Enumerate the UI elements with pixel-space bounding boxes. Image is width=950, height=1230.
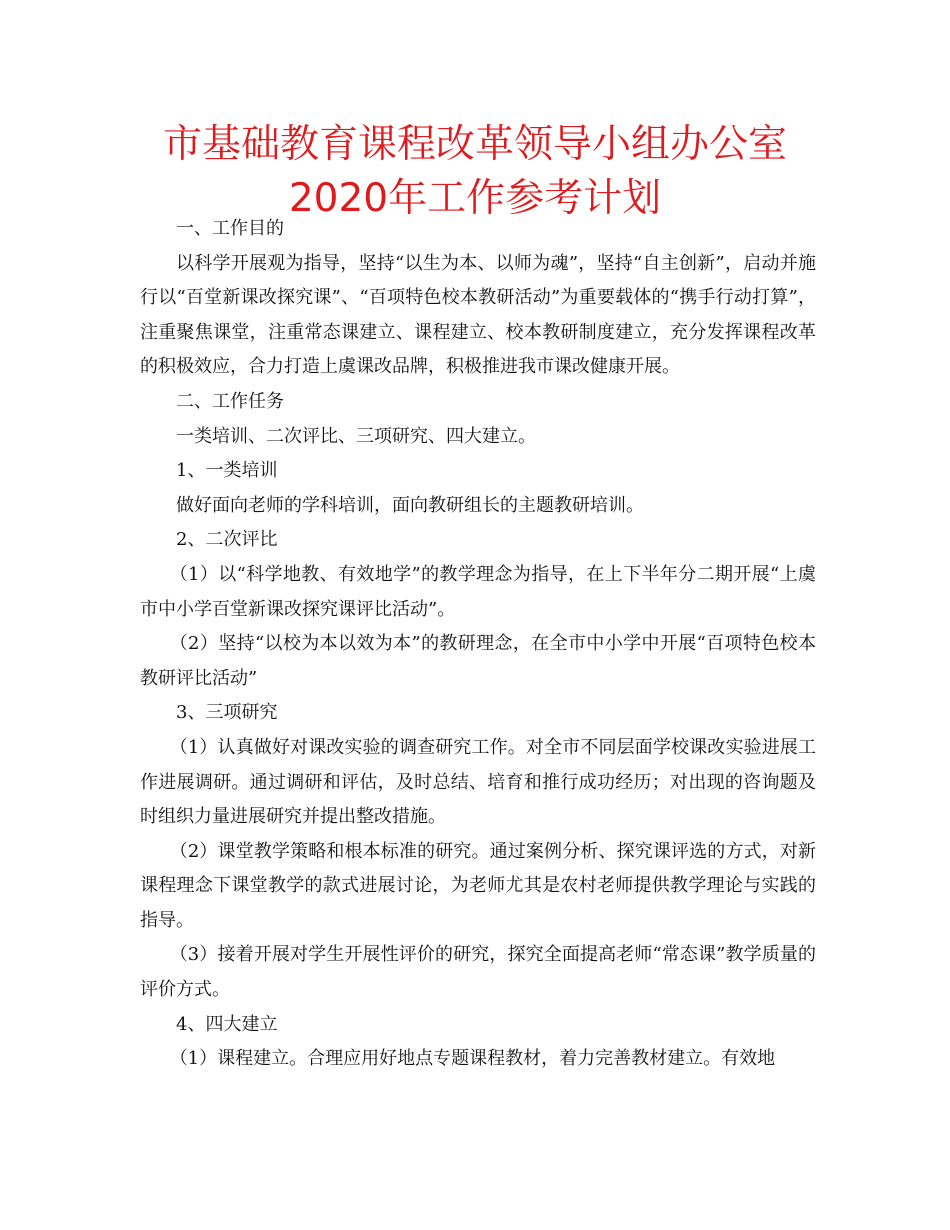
subheading-research: 3、三项研究 (176, 702, 278, 724)
paragraph-construction-1: （1）课程建立。合理应用好地点专题课程教材，着力完善教材建立。有效地 (169, 1048, 776, 1070)
paragraph-evaluation-2: （2）坚持“以校为本以效为本”的教研理念，在全市中小学中开展“百项特色校本教研评比活动” (140, 633, 816, 689)
subheading-training: 1、一类培训 (176, 460, 278, 482)
subheading-evaluation: 2、二次评比 (176, 529, 278, 551)
paragraph-research-3: （3）接着开展对学生开展性评价的研究，探究全面提高老师“常态课”教学质量的评价方式。 (140, 944, 816, 1001)
section-heading-goal: 一、工作目的 (176, 218, 284, 239)
document-body (140, 212, 816, 1077)
paragraph-research-2: （2）课堂教学策略和根本标准的研究。通过案例分析、探究课评选的方式，对新课程理念下课堂教学的款式进展讨论，为老师尤其是农村老师提供教学理论与实践的指导。 (140, 840, 816, 931)
subheading-construction: 4、四大建立 (176, 1013, 278, 1035)
paragraph-goal: 以科学开展观为指导，坚持“以生为本、以师为魂”，坚持“自主创新”，启动并施行以“百堂新课改探究课”、“百项特色校本教研活动”为重要载体的“携手行动打算”，注重聚焦课堂，注重常态课建立、课程建立、校本教研制度建立，充分发挥课程改革的积极效应，合力打造上虞课改品牌，积极推进我市课改健康开展。 (140, 252, 816, 378)
paragraph-research-1: （1）认真做好对课改实验的调查研究工作。对全市不同层面学校课改实验进展工作进展调研。通过调研和评估，及时总结、培育和推行成功经历；对出现的咨询题及时组织力量进展研究并提出整改措施。 (140, 736, 816, 828)
section-heading-tasks: 二、工作任务 (176, 390, 284, 412)
paragraph-evaluation-1: （1）以“科学地教、有效地学”的教学理念为指导，在上下半年分二期开展“上虞市中小学百堂新课改探究课评比活动”。 (140, 563, 816, 620)
paragraph-training: 做好面向老师的学科培训，面向教研组长的主题教研培训。 (176, 494, 644, 516)
paragraph-tasks-summary: 一类培训、二次评比、三项研究、四大建立。 (176, 425, 536, 447)
document-title: 市基础教育课程改革领导小组办公室2020年工作参考计划 (162, 122, 787, 221)
